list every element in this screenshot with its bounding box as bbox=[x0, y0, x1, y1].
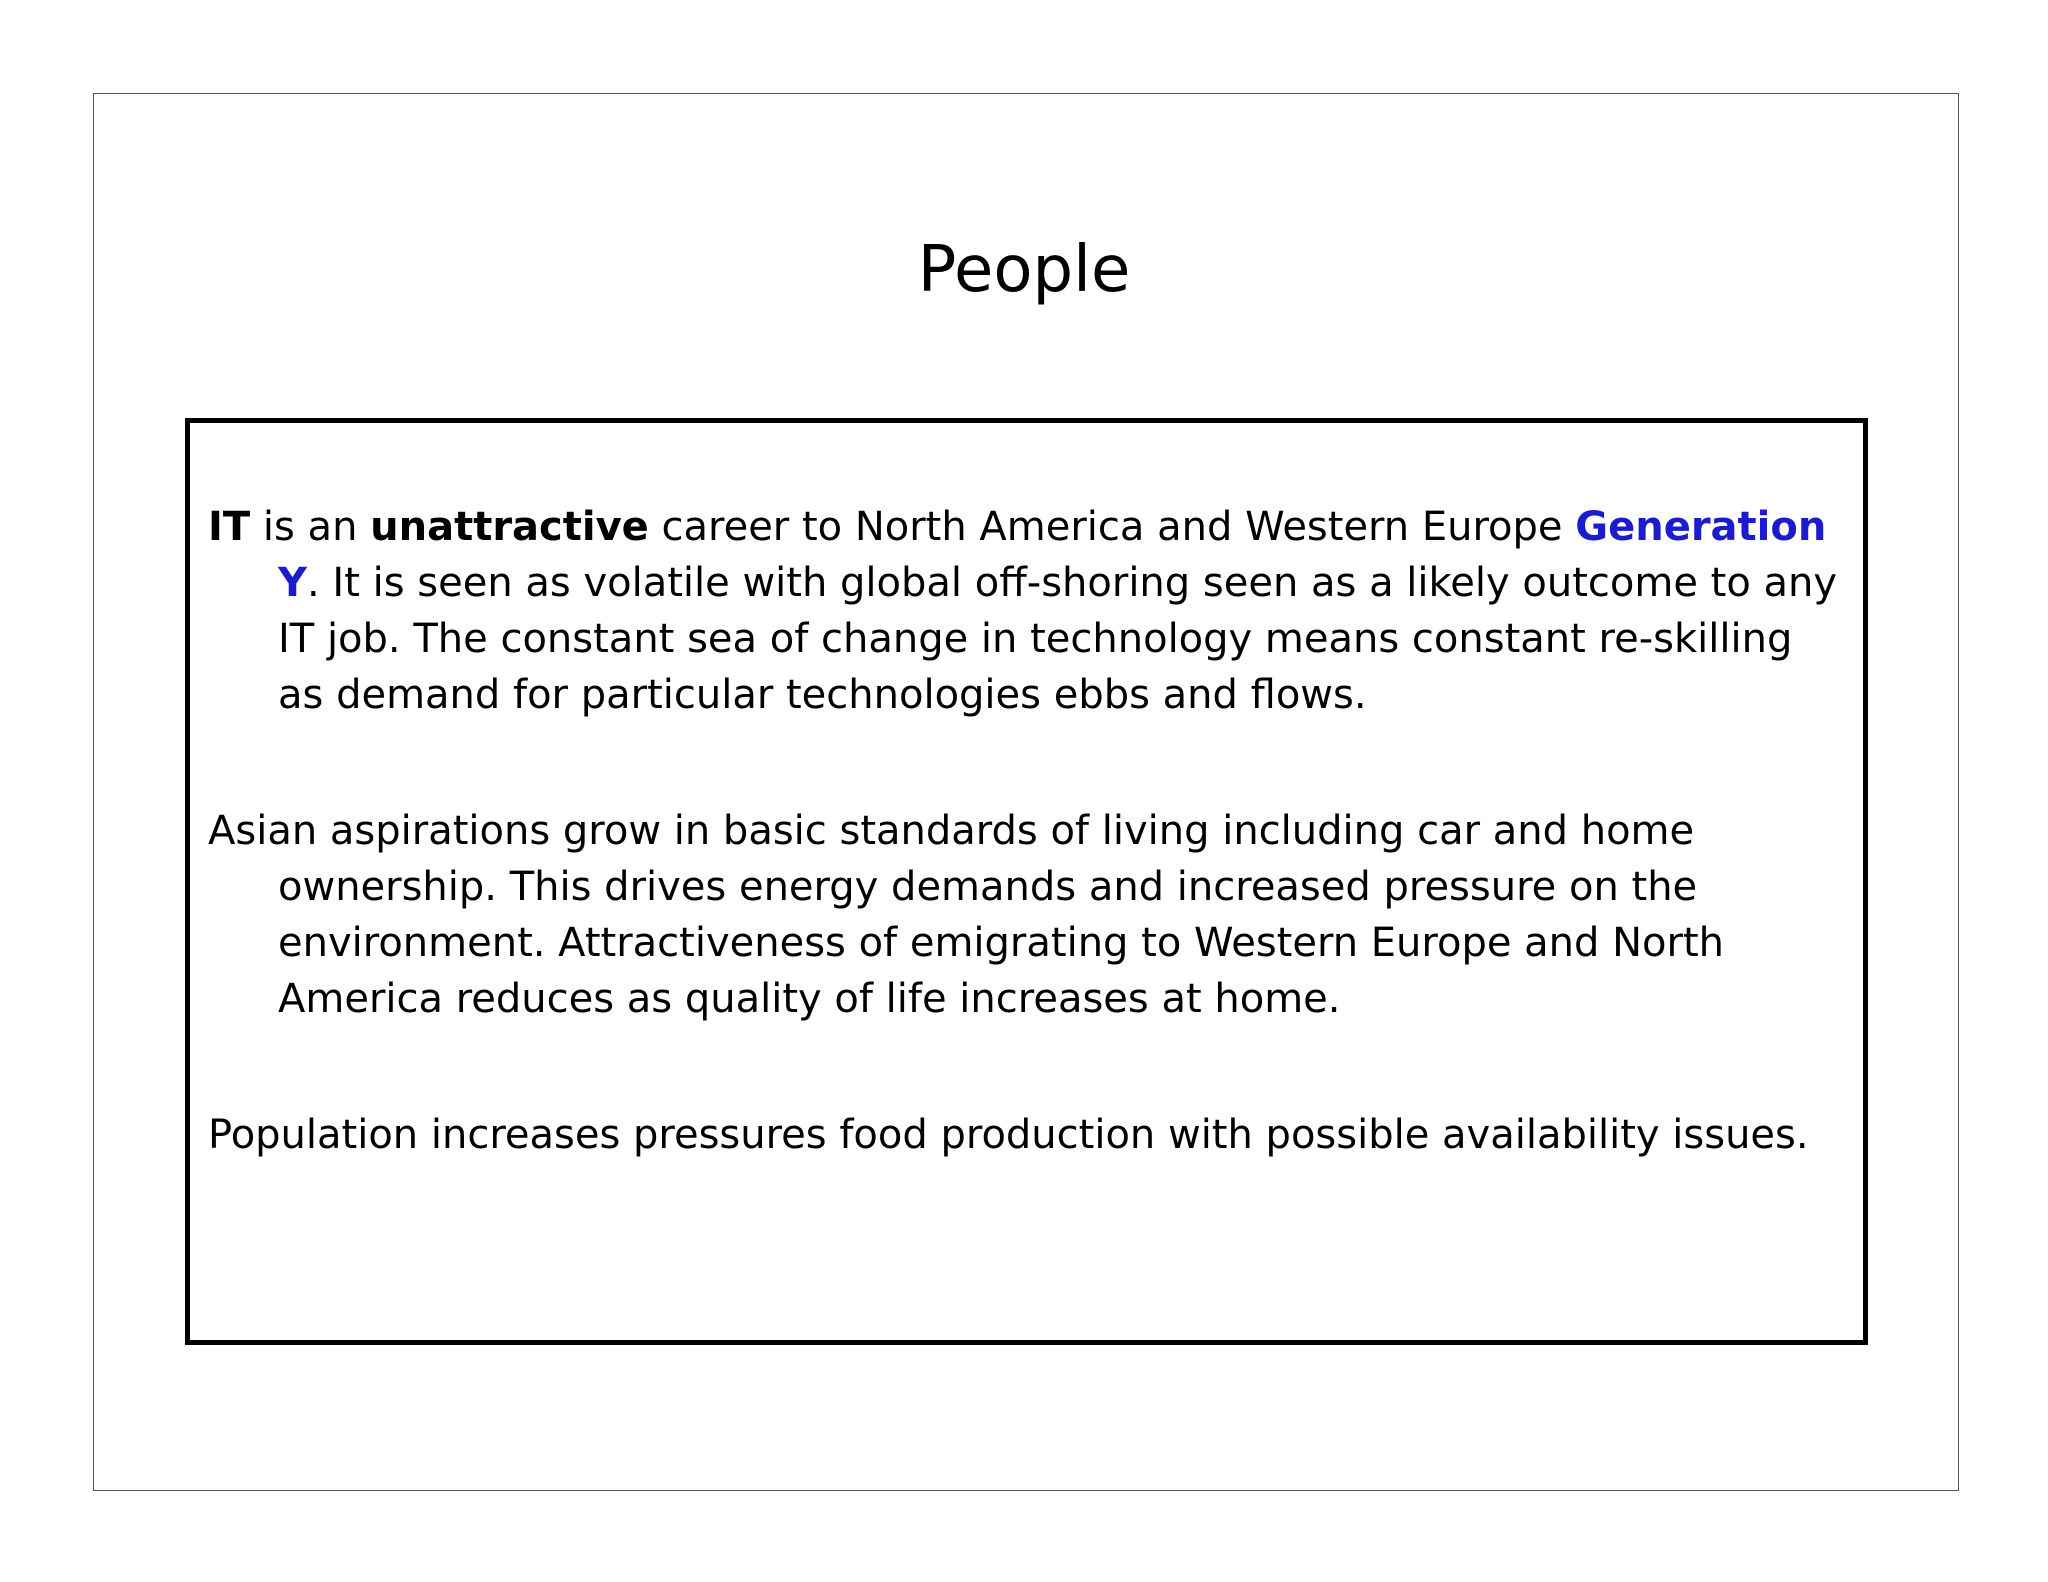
bullet-it-text-1: is an bbox=[250, 504, 371, 550]
bullet-it-text-3: . It is seen as volatile with global off-shoring seen as a likely outcome to any IT job. The constant sea of change in technology means constant re-skilling as demand for particular technologies ebbs and flows. bbox=[278, 560, 1838, 718]
slide-title: People bbox=[917, 233, 1131, 307]
bullet-population: Population increases pressures food production with possible availability issues. bbox=[208, 1112, 1809, 1158]
bullet-asian-aspirations: Asian aspirations grow in basic standards of living including car and home ownership. This drives energy demands and increased pressure on the environment. Attractiveness of emigrating to Western Europe and North America reduces as quality of life increases at home. bbox=[208, 808, 1724, 1022]
bullet-list bbox=[208, 499, 1848, 1163]
bullet-it-career bbox=[208, 499, 1848, 723]
bullet-it-unattractive: unattractive bbox=[370, 504, 649, 550]
bullet-it-text-2: career to North America and Western Europe bbox=[648, 504, 1576, 550]
generation-y-highlight: Generation Y bbox=[278, 504, 1827, 606]
bullet-it-term: IT bbox=[208, 504, 251, 550]
